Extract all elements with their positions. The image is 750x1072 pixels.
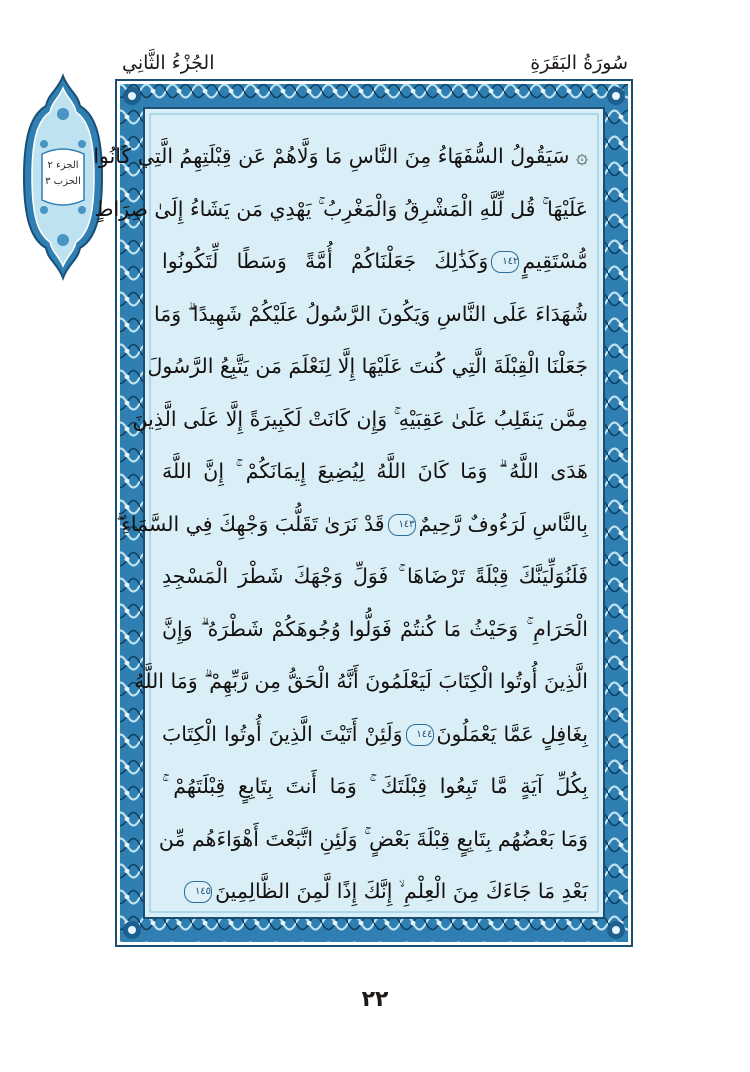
surah-title: سُورَةُ البَقَرَةِ: [530, 52, 628, 74]
ayah-number-marker: ١٤٢: [491, 251, 519, 273]
verse-line: [116, 498, 590, 551]
verse-line: [160, 445, 590, 498]
verse-line: [160, 708, 590, 761]
verse-text: عَلَيْهَا ۚ قُل لِّلَّهِ الْمَشْرِقُ وَالْمَغْرِبُ ۚ يَهْدِي مَن يَشَاءُ إِلَىٰ صِرَاطٍ: [94, 196, 588, 221]
verse-text: قَدْ نَرَىٰ تَقَلُّبَ وَجْهِكَ فِي السَّمَاءِ ۖ: [116, 511, 385, 536]
hizb-label: الحزب ٣: [45, 176, 81, 187]
page-number: ٢٢: [361, 987, 389, 1012]
ayah-number-marker: ١٤٥: [184, 881, 212, 903]
verse-line: [93, 130, 590, 183]
verse-text: جَعَلْنَا الْقِبْلَةَ الَّتِي كُنتَ عَلَيْهَا إِلَّا لِنَعْلَمَ مَن يَتَّبِعُ الرَّسُولَ: [147, 354, 588, 378]
verse-line: [153, 288, 590, 341]
verse-line: [147, 340, 590, 393]
verse-text: بِالنَّاسِ لَرَءُوفٌ رَّحِيمٌ: [418, 511, 588, 536]
ayah-number-marker: ١٤٤: [406, 724, 434, 746]
verse-line: [160, 760, 590, 813]
verse-text: وَمَا بَعْضُهُم بِتَابِعٍ قِبْلَةَ بَعْضٍ ۚ وَلَئِنِ اتَّبَعْتَ أَهْوَاءَهُم مِّن: [158, 826, 588, 851]
verse-line: [94, 183, 590, 236]
verse-text: هَدَى اللَّهُ ۗ وَمَا كَانَ اللَّهُ لِيُضِيعَ إِيمَانَكُمْ ۚ إِنَّ اللَّهَ: [162, 459, 588, 483]
medallion-labels: [22, 158, 104, 190]
verse-text: بِغَافِلٍ عَمَّا يَعْمَلُونَ: [436, 721, 588, 746]
juz-label: الجزء ٢: [47, 160, 79, 171]
verse-line: [160, 550, 590, 603]
quran-text-block: [93, 130, 590, 930]
verse-text: ۞ سَيَقُولُ السُّفَهَاءُ مِنَ النَّاسِ مَا وَلَّاهُمْ عَن قِبْلَتِهِمُ الَّتِي كَانُوا: [93, 144, 588, 168]
verse-line: [132, 393, 590, 446]
verse-text: شُهَدَاءَ عَلَى النَّاسِ وَيَكُونَ الرَّسُولُ عَلَيْكُمْ شَهِيدًا ۗ وَمَا: [153, 301, 588, 326]
verse-text: وَلَئِنْ أَتَيْتَ الَّذِينَ أُوتُوا الْكِتَابَ: [162, 721, 403, 746]
verse-line: [160, 865, 590, 918]
juz-title: الجُزْءُ الثَّانِي: [122, 52, 215, 74]
verse-line: [160, 603, 590, 656]
verse-line: [160, 235, 590, 288]
verse-text: بَعْدِ مَا جَاءَكَ مِنَ الْعِلْمِ ۙ إِنَّكَ إِذًا لَّمِنَ الظَّالِمِينَ: [215, 879, 588, 903]
verse-text: وَكَذَٰلِكَ جَعَلْنَاكُمْ أُمَّةً وَسَطًا لِّتَكُونُوا: [162, 249, 489, 273]
ayah-number-marker: ١٤٣: [388, 514, 416, 536]
verse-text: بِكُلِّ آيَةٍ مَّا تَبِعُوا قِبْلَتَكَ ۚ وَمَا أَنتَ بِتَابِعٍ قِبْلَتَهُمْ ۚ: [162, 774, 588, 798]
verse-text: الْحَرَامِ ۚ وَحَيْثُ مَا كُنتُمْ فَوَلُّوا وُجُوهَكُمْ شَطْرَهُ ۗ وَإِنَّ: [162, 616, 588, 641]
verse-text: الَّذِينَ أُوتُوا الْكِتَابَ لَيَعْلَمُونَ أَنَّهُ الْحَقُّ مِن رَّبِّهِمْ ۗ وَمَا اللَّهُ: [134, 669, 588, 693]
verse-line: [134, 655, 590, 708]
verse-line: [160, 813, 590, 866]
verse-text: فَلَنُوَلِّيَنَّكَ قِبْلَةً تَرْضَاهَا ۚ فَوَلِّ وَجْهَكَ شَطْرَ الْمَسْجِدِ: [162, 564, 588, 588]
verse-text: مِمَّن يَنقَلِبُ عَلَىٰ عَقِبَيْهِ ۚ وَإِن كَانَتْ لَكَبِيرَةً إِلَّا عَلَى الَّذِينَ: [132, 406, 588, 431]
verse-text: مُّسْتَقِيمٍ: [522, 249, 588, 273]
